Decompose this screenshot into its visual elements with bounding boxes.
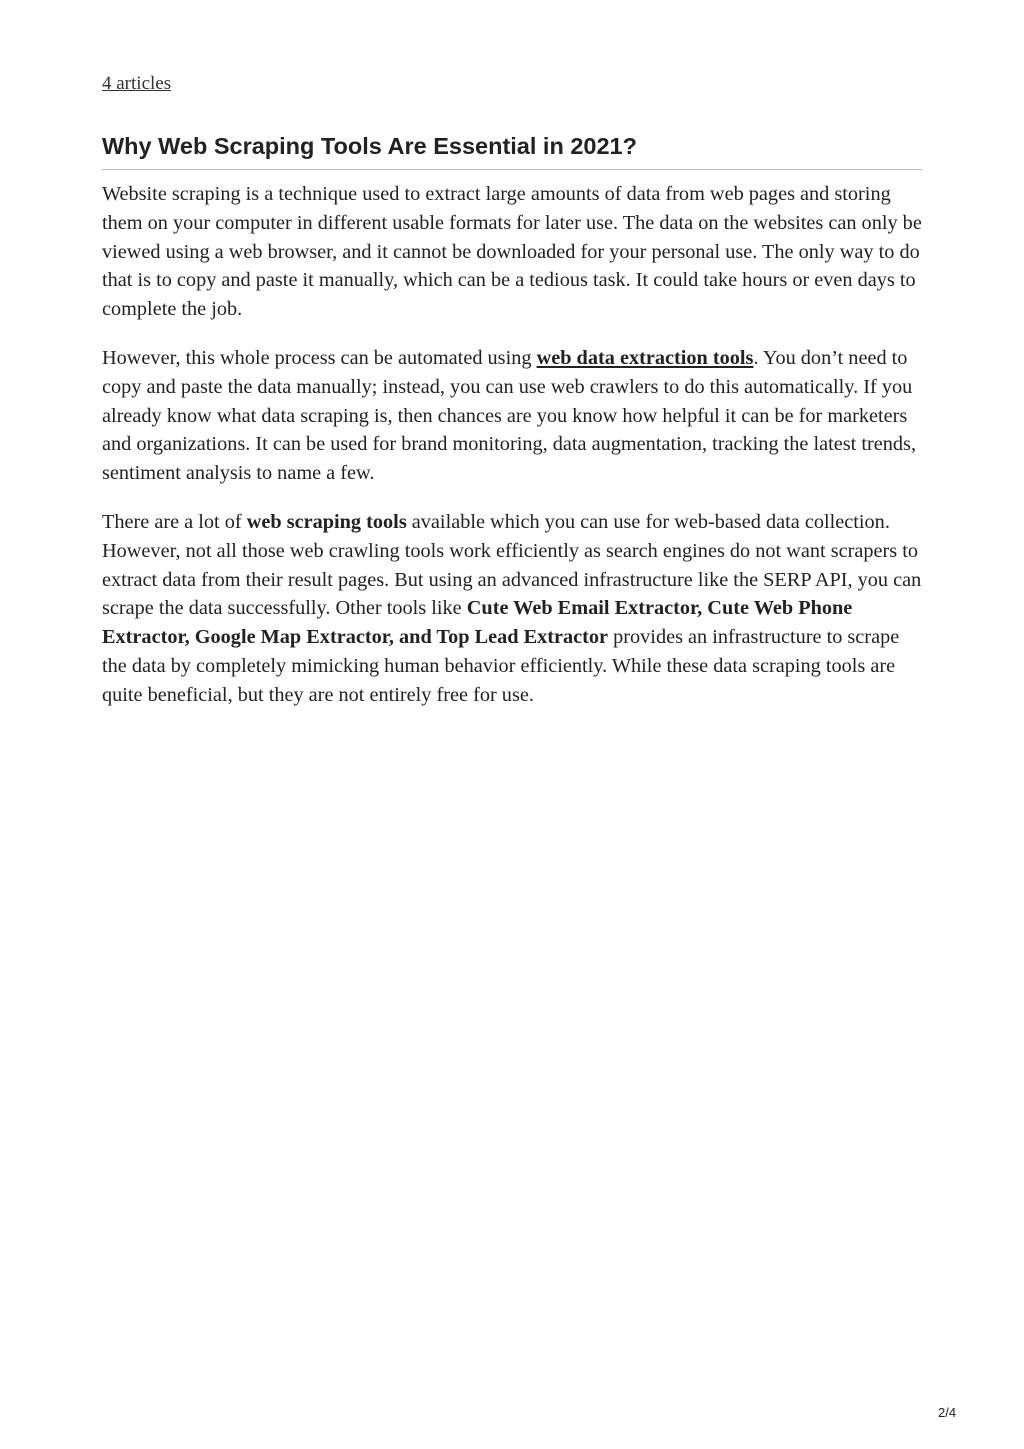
article-body — [102, 180, 922, 730]
extractor-tools-bold: Cute Web Email Extractor, Cute Web Phone Extractor, Google Map Extractor, and Top Lead Extractor — [102, 597, 853, 649]
paragraph-2 — [102, 344, 922, 488]
paragraph-2-text-before: However, this whole process can be automated using — [102, 346, 537, 369]
page-number: 2/4 — [938, 1405, 957, 1420]
articles-count-link[interactable]: 4 articles — [102, 73, 172, 94]
web-data-extraction-tools-link[interactable]: web data extraction tools — [536, 346, 754, 369]
title-divider — [102, 169, 922, 170]
paragraph-1: Website scraping is a technique used to extract large amounts of data from web pages and storing them on your computer in different usable formats for later use. The data on the websites can only be viewed using a web browser, and it cannot be downloaded for your personal use. The only way to do that is to copy and paste it manually, which can be a tedious task. It could take hours or even days to complete the job. — [102, 183, 922, 321]
paragraph-2-text-after: . You don’t need to copy and paste the data manually; instead, you can use web crawlers to do this automatically. If you already know what data scraping is, then chances are you know how helpful it can be for marketers and organizations. It can be used for brand monitoring, data augmentation, tracking the latest trends, sentiment analysis to name a few. — [102, 346, 917, 485]
paragraph-3-text-before: There are a lot of — [102, 510, 247, 533]
web-scraping-tools-bold: web scraping tools — [246, 510, 407, 533]
paragraph-3-text-after: provides an infrastructure to scrape the data by completely mimicking human behavior efficiently. While these data scraping tools are quite beneficial, but they are not entirely free for use. — [102, 626, 900, 706]
article-title: Why Web Scraping Tools Are Essential in 2021? — [102, 133, 637, 159]
paragraph-3 — [102, 508, 922, 710]
paragraph-3-text-middle: available which you can use for web-based data collection. However, not all those web crawling tools work efficiently as search engines do not want scrapers to extract data from their result pages. But using an advanced infrastructure like the SERP API, you can scrape the data successfully. Other tools like — [102, 510, 922, 620]
